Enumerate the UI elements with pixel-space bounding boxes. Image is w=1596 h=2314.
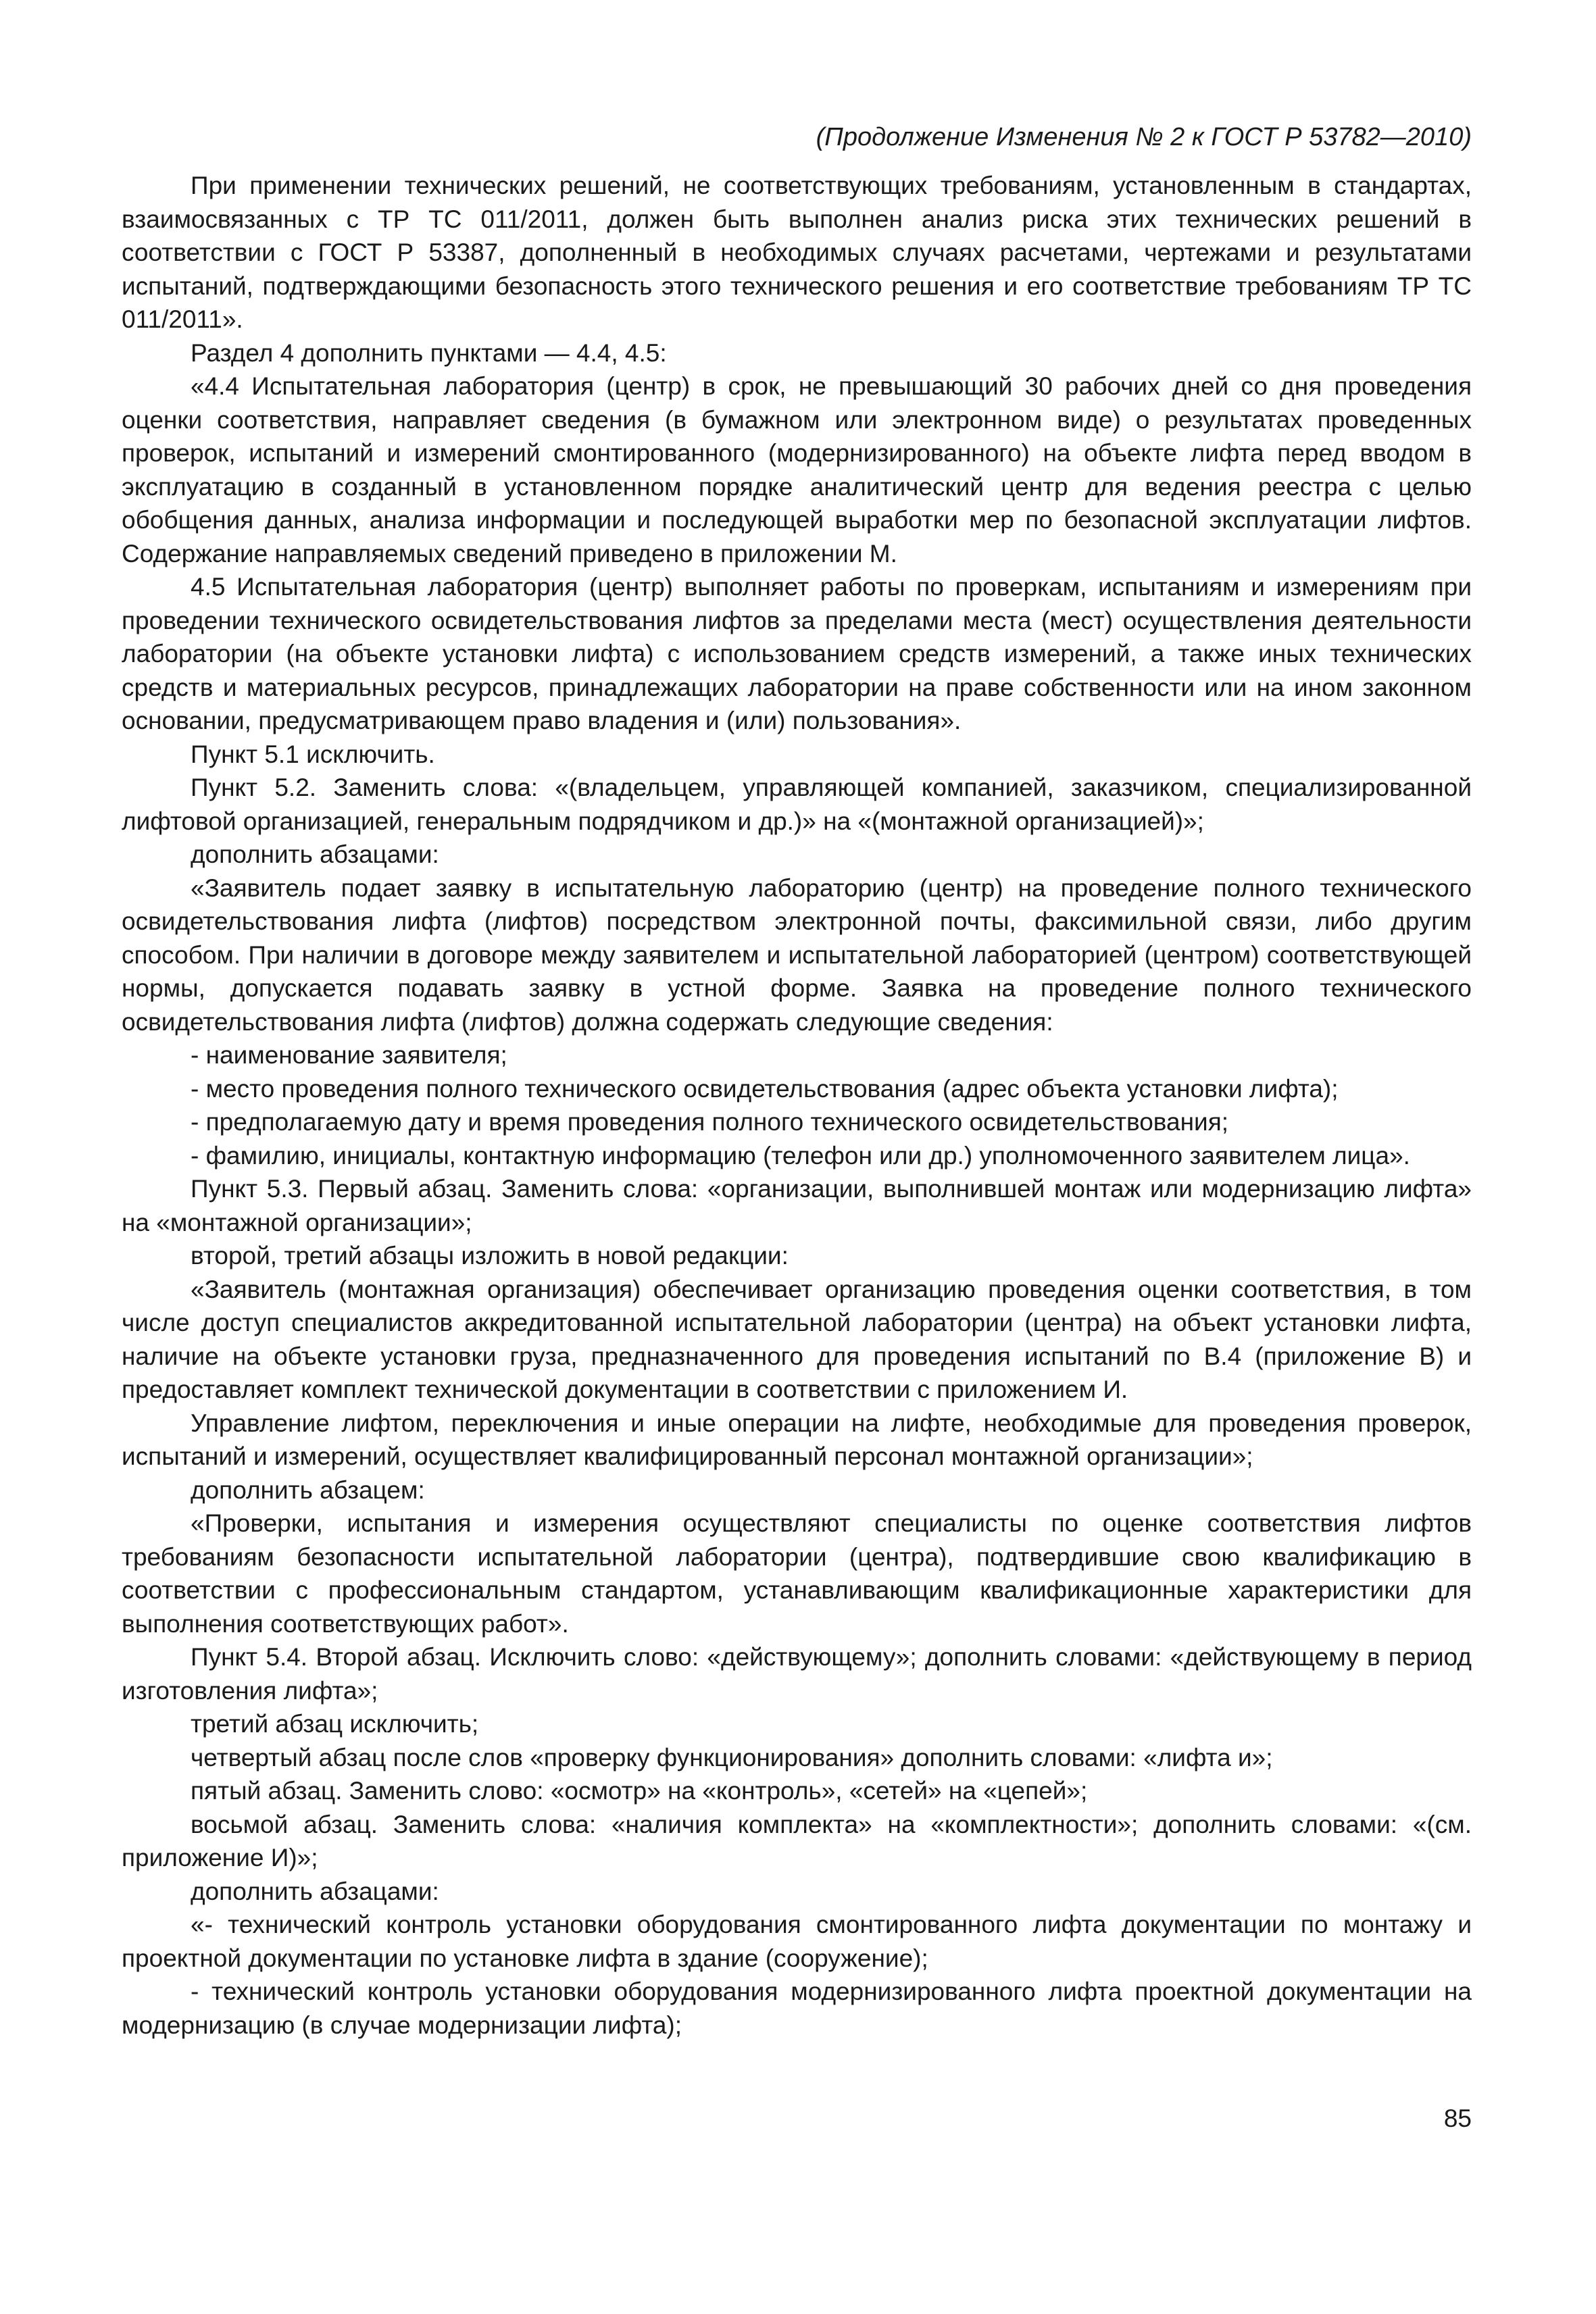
document-page xyxy=(122,120,1472,2042)
paragraph: «Проверки, испытания и измерения осуществляют специалисты по оценке соответствия лифтов требованиям безопасности испытательной лаборатории (центра), подтвердившие свою квалификацию в соответствии с профессиональным стандартом, устанавливающим квалификационные характеристики для выполнения соответствующих работ». xyxy=(122,1509,1472,1638)
paragraph: Пункт 5.2. Заменить слова: «(владельцем, управляющей компанией, заказчиком, специализированной лифтовой организацией, генеральным подрядчиком и др.)» на «(монтажной организацией)»; xyxy=(122,774,1472,835)
paragraph: При применении технических решений, не соответствующих требованиям, установленным в стандартах, взаимосвязанных с ТР ТС 011/2011, должен быть выполнен анализ риска этих технических решений в соответствии с ГОСТ Р 53387, дополненный в необходимых случаях расчетами, чертежами и результатами испытаний, подтверждающими безопасность этого технического решения и его соответствие требованиям ТР ТС 011/2011». xyxy=(122,172,1472,333)
document-body xyxy=(122,169,1472,2042)
document-header: (Продолжение Изменения № 2 к ГОСТ Р 53782—2010) xyxy=(816,123,1472,151)
paragraph: Пункт 5.1 исключить. xyxy=(191,740,435,768)
paragraph: дополнить абзацем: xyxy=(191,1476,425,1504)
page-number: 85 xyxy=(1443,2105,1472,2132)
paragraph: второй, третий абзацы изложить в новой редакции: xyxy=(191,1242,789,1269)
paragraph: восьмой абзац. Заменить слова: «наличия комплекта» на «комплектности»; дополнить словами: «(см. приложение И)»; xyxy=(122,1810,1472,1871)
paragraph: Раздел 4 дополнить пунктами — 4.4, 4.5: xyxy=(191,338,667,367)
paragraph: «Заявитель (монтажная организация) обеспечивает организацию проведения оценки соответствия, в том числе доступ специалистов аккредитованной испытательной лаборатории (центра) на объект установки лифта, наличие на объекте установки груза, предназначенного для проведения испытаний по В.4 (приложение В) и предоставляет комплект технической документации в соответствии с приложением И. xyxy=(122,1275,1472,1403)
paragraph: дополнить абзацами: xyxy=(191,840,439,868)
paragraph: пятый абзац. Заменить слово: «осмотр» на «контроль», «сетей» на «цепей»; xyxy=(191,1777,1088,1805)
paragraph: третий абзац исключить; xyxy=(191,1710,479,1738)
paragraph: четвертый абзац после слов «проверку функционирования» дополнить словами: «лифта и»; xyxy=(191,1743,1273,1771)
list-item: - наименование заявителя; xyxy=(191,1041,507,1069)
paragraph: Управление лифтом, переключения и иные операции на лифте, необходимые для проведения проверок, испытаний и измерений, осуществляет квалифицированный персонал монтажной организации»; xyxy=(122,1409,1472,1470)
list-item: - место проведения полного технического освидетельствования (адрес объекта установки лифта); xyxy=(191,1074,1339,1103)
paragraph: «4.4 Испытательная лаборатория (центр) в срок, не превышающий 30 рабочих дней со дня проведения оценки соответствия, направляет сведения (в бумажном или электронном виде) о результатах проведенных проверок, испытаний и измерений смонтированного (модернизированного) на объекте лифта перед вводом в эксплуатацию в созданный в установленном порядке аналитический центр для ведения реестра с целью обобщения данных, анализа информации и последующей выработки мер по безопасной эксплуатации лифтов. Содержание направляемых сведений приведено в приложении М. xyxy=(122,372,1472,568)
list-item: «- технический контроль установки оборудования смонтированного лифта документации по монтажу и проектной документации по установке лифта в здание (сооружение); xyxy=(122,1911,1472,1972)
list-item: - предполагаемую дату и время проведения полного технического освидетельствования; xyxy=(191,1108,1229,1136)
list-item: - фамилию, инициалы, контактную информацию (телефон или др.) уполномоченного заявителем лица». xyxy=(191,1141,1410,1169)
paragraph: Пункт 5.3. Первый абзац. Заменить слова: «организации, выполнившей монтаж или модернизацию лифта» на «монтажной организации»; xyxy=(122,1175,1472,1236)
paragraph: дополнить абзацами: xyxy=(191,1877,439,1905)
paragraph: Пункт 5.4. Второй абзац. Исключить слово: «действующему»; дополнить словами: «действующему в период изготовления лифта»; xyxy=(122,1643,1472,1705)
paragraph: 4.5 Испытательная лаборатория (центр) выполняет работы по проверкам, испытаниям и измерениям при проведении технического освидетельствования лифтов за пределами места (мест) осуществления деятельности лаборатории (на объекте установки лифта) с использованием средств измерений, а также иных технических средств и материальных ресурсов, принадлежащих лаборатории на праве собственности или на ином законном основании, предусматривающем право владения и (или) пользования». xyxy=(122,573,1472,734)
paragraph: «Заявитель подает заявку в испытательную лабораторию (центр) на проведение полного технического освидетельствования лифта (лифтов) посредством электронной почты, факсимильной связи, либо другим способом. При наличии в договоре между заявителем и испытательной лабораторией (центром) соответствующей нормы, допускается подавать заявку в устной форме. Заявка на проведение полного технического освидетельствования лифта (лифтов) должна содержать следующие сведения: xyxy=(122,874,1472,1036)
list-item: - технический контроль установки оборудования модернизированного лифта проектной документации на модернизацию (в случае модернизации лифта); xyxy=(122,1978,1472,2039)
